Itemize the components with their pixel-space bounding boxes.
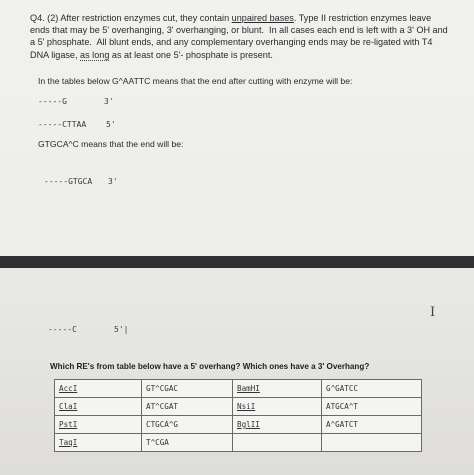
gtgca-note: GTGCA^C means that the end will be: bbox=[38, 139, 184, 149]
question-line1-a: Q4. (2) After restriction enzymes cut, they contain bbox=[30, 13, 232, 23]
recognition-site: CTGCA^G bbox=[142, 416, 233, 434]
example2-end: -----CTTAA bbox=[38, 120, 87, 129]
example2-label: 5' bbox=[106, 120, 116, 129]
unpaired-bases-text: unpaired bases bbox=[231, 13, 294, 23]
table-row bbox=[55, 434, 422, 452]
recognition-site: GT^CGAC bbox=[142, 380, 233, 398]
recognition-site: G^GATCC bbox=[322, 380, 422, 398]
example3-end: -----GTGCA bbox=[44, 177, 93, 186]
example4-end: -----C bbox=[48, 325, 77, 334]
empty-cell bbox=[233, 434, 322, 452]
example1-end: -----G bbox=[38, 97, 67, 106]
recognition-site: T^CGA bbox=[142, 434, 233, 452]
restriction-enzyme-table bbox=[54, 379, 422, 452]
question-line2: ends that may be 5' overhanging, 3' overhanging, or blunt. In all cases each end is left with a 3' OH and bbox=[30, 25, 448, 36]
empty-cell bbox=[322, 434, 422, 452]
as-long-text: as long bbox=[80, 49, 110, 60]
question-paragraph bbox=[30, 12, 455, 61]
question-line3: a 5' phosphate. All blunt ends, and any complementary overhanging ends may be re-ligated with T4 bbox=[30, 37, 433, 48]
table-question: Which RE's from table below have a 5' overhang? Which ones have a 3' Overhang? bbox=[50, 362, 370, 371]
table-row bbox=[55, 398, 422, 416]
recognition-site: ATGCA^T bbox=[322, 398, 422, 416]
example1-label: 3' bbox=[104, 97, 114, 106]
enzyme-name: AccI bbox=[55, 380, 142, 398]
text-cursor-icon: I bbox=[430, 305, 436, 320]
recognition-site: AT^CGAT bbox=[142, 398, 233, 416]
page-divider bbox=[0, 256, 474, 268]
enzyme-name: PstI bbox=[55, 416, 142, 434]
question-line4-c: as at least one 5'- phosphate is present. bbox=[109, 49, 273, 60]
example4-label: 5'| bbox=[114, 325, 129, 334]
question-line1-c: . Type II restriction enzymes leave bbox=[293, 13, 432, 23]
enzyme-name: BamHI bbox=[233, 380, 322, 398]
table-row bbox=[55, 380, 422, 398]
enzyme-name: TaqI bbox=[55, 434, 142, 452]
intro-text: In the tables below G^AATTC means that the end after cutting with enzyme will be: bbox=[38, 76, 353, 86]
question-line4-a: DNA ligase, bbox=[30, 49, 81, 60]
recognition-site: A^GATCT bbox=[322, 416, 422, 434]
example3-label: 3' bbox=[108, 177, 118, 186]
enzyme-name: ClaI bbox=[55, 398, 142, 416]
enzyme-name: BglII bbox=[233, 416, 322, 434]
table-row bbox=[55, 416, 422, 434]
enzyme-name: NsiI bbox=[233, 398, 322, 416]
